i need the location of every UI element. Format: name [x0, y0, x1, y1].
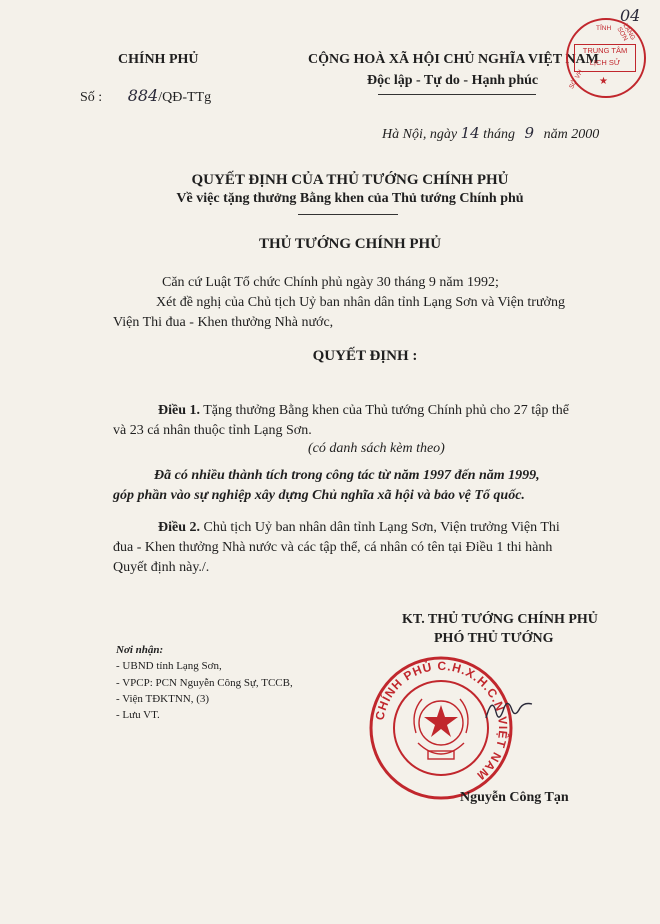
date-month: 9 [524, 124, 535, 142]
signature-scribble-icon [480, 690, 540, 730]
corner-page-mark: 04 [620, 6, 641, 25]
number-prefix: Số : [80, 90, 103, 105]
issue-date [382, 124, 599, 143]
basis-law: Căn cứ Luật Tổ chức Chính phủ ngày 30 tháng 9 năm 1992; [162, 275, 499, 290]
recipient-item: - VPCP: PCN Nguyễn Công Sự, TCCB, [116, 677, 293, 689]
issuer-agency: CHÍNH PHỦ [118, 52, 199, 67]
stamp-ring-top: TỈNH [596, 25, 612, 32]
article-1-text-1: Tặng thưởng Bằng khen của Thủ tướng Chính phủ cho 27 tập thể [203, 403, 569, 418]
recipient-item: - UBND tỉnh Lạng Sơn, [116, 660, 222, 672]
document-number [80, 86, 211, 106]
decides-heading: QUYẾT ĐỊNH : [312, 348, 418, 364]
decision-title: QUYẾT ĐỊNH CỦA THỦ TƯỚNG CHÍNH PHỦ [191, 172, 509, 188]
stamp-star-icon: ★ [599, 76, 608, 87]
article-1-label: Điều 1. [158, 403, 200, 418]
article-2-text-1: Chủ tịch Uỷ ban nhân dân tỉnh Lạng Sơn, Viện trưởng Viện Thi [203, 520, 560, 535]
number-suffix: /QĐ-TTg [158, 90, 212, 105]
date-prefix: Hà Nội, ngày [382, 127, 458, 142]
achievement-line-1: Đã có nhiều thành tích trong công tác từ năm 1997 đến năm 1999, [154, 468, 540, 483]
basis-proposal: Xét đề nghị của Chủ tịch Uỷ ban nhân dân tỉnh Lạng Sơn và Viện trưởng [156, 295, 565, 310]
date-year: năm 2000 [543, 127, 600, 142]
subject-underline [298, 214, 398, 215]
seal-ring-text: CHÍNH PHỦ C.H.X.H.C.N VIỆT NAM [372, 658, 511, 784]
nation-motto: Độc lập - Tự do - Hạnh phúc [367, 73, 539, 88]
recipient-item: - Lưu VT. [116, 709, 160, 721]
stamp-line-2: LỊCH SỬ [589, 58, 621, 67]
signer-name: Nguyễn Công Tạn [460, 790, 569, 805]
archive-stamp [566, 18, 646, 98]
article-2 [158, 520, 560, 536]
motto-underline [378, 94, 536, 95]
number-handwritten: 884 [127, 86, 159, 105]
recipients-heading: Nơi nhận: [116, 644, 164, 656]
article-2-text-2: đua - Khen thưởng Nhà nước và các tập thể, cá nhân có tên tại Điều 1 thi hành [113, 540, 553, 555]
article-1 [158, 403, 569, 419]
achievement-line-2: góp phần vào sự nghiệp xây dựng Chủ nghĩa xã hội và bảo vệ Tổ quốc. [113, 488, 525, 503]
article-2-text-3: Quyết định này./. [113, 560, 210, 575]
authority-title: THỦ TƯỚNG CHÍNH PHỦ [258, 236, 442, 252]
decision-subject: Về việc tặng thưởng Bằng khen của Thủ tướng Chính phủ [176, 191, 524, 206]
signature-authority-line-1: KT. THỦ TƯỚNG CHÍNH PHỦ [402, 612, 598, 627]
date-day: 14 [460, 124, 480, 142]
stamp-line-1: TRUNG TÂM [582, 46, 628, 55]
article-2-label: Điều 2. [158, 520, 200, 535]
stamp-ring-right: LẠNG SƠN [615, 22, 637, 43]
recipient-item: - Viện TĐKTNN, (3) [116, 693, 210, 705]
basis-proposal-cont: Viện Thi đua - Khen thưởng Nhà nước, [113, 315, 334, 330]
stamp-inner-box [574, 44, 636, 72]
signature-authority-line-2: PHÓ THỦ TƯỚNG [434, 631, 554, 646]
nation-title: CỘNG HOÀ XÃ HỘI CHỦ NGHĨA VIỆT NAM [308, 52, 599, 67]
article-1-note: (có danh sách kèm theo) [308, 441, 445, 456]
date-month-word: tháng [483, 127, 516, 142]
article-1-text-2: và 23 cá nhân thuộc tỉnh Lạng Sơn. [113, 423, 312, 438]
stamp-ring-left: SỞ VH [568, 68, 585, 91]
